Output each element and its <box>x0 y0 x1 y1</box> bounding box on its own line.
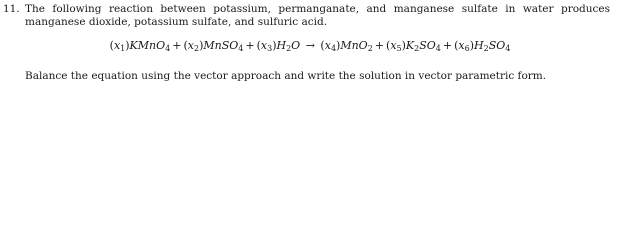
coefficient-subscript: 3 <box>267 44 273 53</box>
formula-subscript: 2 <box>286 44 292 53</box>
formula-subscript: 2 <box>483 44 489 53</box>
formula-symbol: K <box>405 39 415 52</box>
plus-sign: + <box>374 39 385 52</box>
coefficient-variable: x <box>324 39 331 52</box>
formula-symbol: H <box>474 39 484 52</box>
formula-symbol: KMnO <box>129 39 166 52</box>
problem-statement: The following reaction between potassium, permanganate, and manganese sulfate in water produces manganese dioxide, potassium sulfate, and sulfuric acid. <box>25 3 610 28</box>
coefficient-variable: x <box>390 39 397 52</box>
coefficient-variable: x <box>113 39 121 52</box>
problem-instruction: Balance the equation using the vector approach and write the solution in vector parametric form. <box>25 70 547 82</box>
equation-term: $(x_2)MnSO_4$ <box>183 39 244 53</box>
formula-subscript: 4 <box>435 44 441 53</box>
formula-subscript: 4 <box>165 44 171 53</box>
coefficient-subscript: 2 <box>193 44 200 53</box>
formula-subscript: 2 <box>367 44 373 53</box>
coefficient-variable: x <box>187 39 194 52</box>
plus-sign: + <box>245 39 255 52</box>
coefficient-subscript: 4 <box>330 44 337 53</box>
formula-subscript: 4 <box>505 44 511 53</box>
formula-symbol: SO <box>419 39 436 52</box>
plus-sign: + <box>442 39 453 52</box>
formula-symbol: MnO <box>340 39 368 52</box>
coefficient-variable: x <box>260 39 268 52</box>
formula-subscript: 2 <box>414 44 420 53</box>
reaction-arrow: → <box>302 39 319 52</box>
equation-term: $(x_1)KMnO_4$ <box>109 39 171 53</box>
formula-subscript: 4 <box>238 44 244 53</box>
formula-symbol: MnSO <box>203 39 239 52</box>
coefficient-subscript: 1 <box>120 44 126 53</box>
equation-term: $(x_6)H_2SO_4$ <box>454 39 511 53</box>
equation-term: $(x_3)H_2O$ <box>256 39 301 53</box>
plus-sign: + <box>172 39 182 52</box>
chemical-equation <box>0 39 620 53</box>
problem-11 <box>0 0 620 95</box>
formula-symbol: SO <box>488 39 506 52</box>
formula-symbol: H <box>276 39 287 52</box>
coefficient-subscript: 6 <box>464 44 470 53</box>
coefficient-variable: x <box>458 39 465 52</box>
coefficient-subscript: 5 <box>396 44 402 53</box>
equation-term: $(x_4)MnO_2$ <box>320 39 373 53</box>
problem-number: 11. <box>3 3 20 15</box>
equation-term: $(x_5)K_2SO_4$ <box>386 39 441 53</box>
formula-symbol: O <box>291 39 301 52</box>
